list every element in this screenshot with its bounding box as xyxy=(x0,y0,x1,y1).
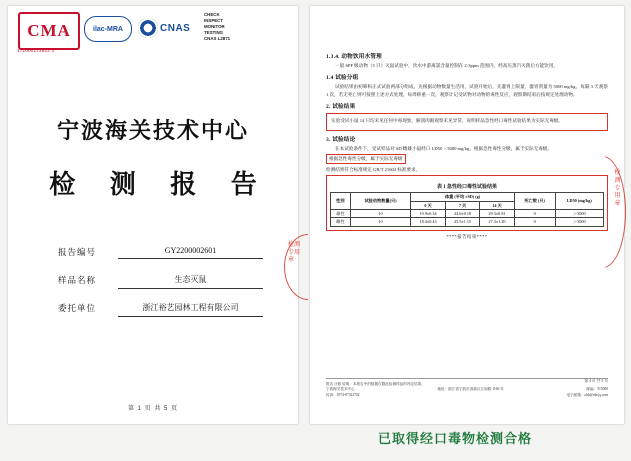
section-3-tail-note: 根据急性毒性分级，属于实际无毒级 xyxy=(326,154,406,163)
cma-logo-icon: CMA xyxy=(18,12,80,50)
seal-text: 检测专用章 xyxy=(614,170,621,208)
th-ld50: LD50 (mg/kg) xyxy=(555,193,603,210)
footer-contact-row-2 xyxy=(326,393,608,398)
section-heading-3: 3. 试验结论 xyxy=(326,136,356,143)
cell-count: 10 xyxy=(350,218,411,226)
page-footer xyxy=(326,378,608,398)
field-report-number xyxy=(58,244,263,264)
footer-note: 报告 计数 说明：本报告中的数据仅限此检测样品的判定结果。 xyxy=(326,381,425,386)
cover-page-number: 第 1 页 共 5 页 xyxy=(127,406,178,412)
cell-d0: 18.4±0.43 xyxy=(411,218,445,226)
section-heading-1-4: 1.4 试验分组 xyxy=(326,75,359,82)
report-body xyxy=(326,48,608,240)
cnas-mark-icon xyxy=(138,18,158,38)
footer-zip: 邮编：315000 xyxy=(586,387,608,392)
section-3-paragraph xyxy=(326,145,608,152)
section-2-paragraph: 实验受试小鼠 14 只均未见任何中毒现象，解剖肉眼观察未见异常，说明样品急性经口毒性试验结果为实际无毒级。 xyxy=(331,118,563,124)
image-caption: 已取得经口毒物检测合格 xyxy=(378,431,533,446)
th-sex: 性别 xyxy=(331,193,351,210)
field-client-name-value: 浙江裕艺园林工程有限公司 xyxy=(118,302,263,317)
table-row xyxy=(331,209,604,217)
scope-line-1: CHECK xyxy=(204,12,220,17)
cell-ld50: ＞5000 xyxy=(555,209,603,217)
seal-text: 检测专用章 xyxy=(288,242,301,263)
issuing-organization-title: 宁波海关技术中心 xyxy=(56,118,249,143)
footer-org: 宁波海关技术中心 xyxy=(326,387,355,392)
th-animal-count: 试验动物数量(只) xyxy=(350,193,411,210)
th-deaths: 死亡数 (只) xyxy=(514,193,555,210)
section-3-text: 在本试验条件下，受试样品对 SD 雌雄小鼠经口 LD50 > 5000 mg/kg，根据急性毒性分级，属于实际无毒级。 xyxy=(335,145,552,151)
results-table-title: 表 1 急性经口毒性试验结果 xyxy=(436,185,497,191)
field-sample-name xyxy=(58,272,263,292)
cell-sex: 雌性 xyxy=(331,218,351,226)
cnas-label: CNAS xyxy=(160,22,191,34)
th-day-7: 7 天 xyxy=(445,201,479,209)
section-3-tail-note-line xyxy=(326,154,608,163)
footer-fax: 传真：0574-87322702 xyxy=(326,392,360,397)
scope-line-5: CNAS L2871 xyxy=(204,35,231,41)
cell-deaths: 0 xyxy=(514,209,555,217)
accreditation-scope-text xyxy=(204,12,230,42)
th-day-0: 0 天 xyxy=(411,201,445,209)
cell-deaths: 0 xyxy=(514,218,555,226)
cell-d7: 24.6±0.18 xyxy=(445,209,479,217)
field-report-number-value: GY2200002601 xyxy=(118,246,263,259)
report-content-page xyxy=(310,6,624,424)
cell-sex: 雄性 xyxy=(331,209,351,217)
scope-line-2: INSPECT xyxy=(204,17,224,23)
field-client-name xyxy=(58,300,263,320)
accreditation-logos xyxy=(18,12,248,52)
table-header-row xyxy=(331,193,604,201)
report-end-marker: ****报告结束**** xyxy=(446,233,488,239)
th-weight: 体重 (平均 ±SD) (g) xyxy=(411,193,514,201)
cell-ld50: ＞5000 xyxy=(555,218,603,226)
section-heading-1-3-4: 1.3.4. 动物饮用水管理 xyxy=(326,54,382,60)
section-heading-2: 2. 试验结果 xyxy=(326,104,356,111)
document-type-title: 检 测 报 告 xyxy=(49,170,271,199)
cell-d14: 27.3±1.20 xyxy=(480,218,514,226)
field-sample-name-value: 生态灭鼠 xyxy=(118,274,263,289)
cell-d0: 19.9±0.34 xyxy=(411,209,445,217)
field-client-name-label: 委托单位 xyxy=(58,303,97,313)
table-row xyxy=(331,218,604,226)
cell-d7: 23.5±1.15 xyxy=(445,218,479,226)
report-cover-page xyxy=(8,6,301,424)
footer-address: 地址：浙江省宁波市高新区江南路 1166 号 xyxy=(437,387,504,392)
section-1-3-4-paragraph: 一般 SPF 级动物（5 只）灭鼠试验中，饮水中游离氯含量控制在 2-3ppm 范围内，经高压蒸汽灭菌后方能饮用。 xyxy=(335,63,558,68)
results-table xyxy=(330,192,604,227)
cma-certificate-number: 171000172822 3 xyxy=(17,48,55,53)
cnas-logo-icon xyxy=(138,14,194,42)
results-table-wrapper xyxy=(326,175,608,231)
cell-count: 10 xyxy=(350,209,411,217)
content-page-number: 第 4 页 共 5 页 xyxy=(584,379,608,383)
scope-line-3: MONITOR xyxy=(204,23,225,29)
cell-d14: 29.3±0.81 xyxy=(480,209,514,217)
th-day-14: 14 天 xyxy=(480,201,514,209)
right-page-red-seal xyxy=(596,156,626,266)
footer-email: 电子邮箱：zhb@nbcjq.com xyxy=(566,392,608,397)
field-sample-name-label: 样品名称 xyxy=(58,275,97,285)
section-2-highlight-box xyxy=(326,113,608,130)
section-1-4-paragraph: 试验结果由初筛和正式试验两部分组成，先根据动物数量生活用，试验开始后，先灌胃上限量，灌胃剂量为 5000 mg/kg，每隔 3 天观察 1 次，若无死亡则可按照上述方式处理，每周称重一次，观察计记受试物对动物的毒性反应，观察期结束后按规定处理动物。 xyxy=(326,84,608,97)
ilac-mra-logo-icon: ilac-MRA xyxy=(84,16,132,42)
field-report-number-label: 报告编号 xyxy=(58,247,97,257)
section-3-extra: 检测结果符合标准规定 GB/T 21604 标准要求。 xyxy=(326,166,421,172)
scope-line-4: TESTING xyxy=(204,29,224,35)
